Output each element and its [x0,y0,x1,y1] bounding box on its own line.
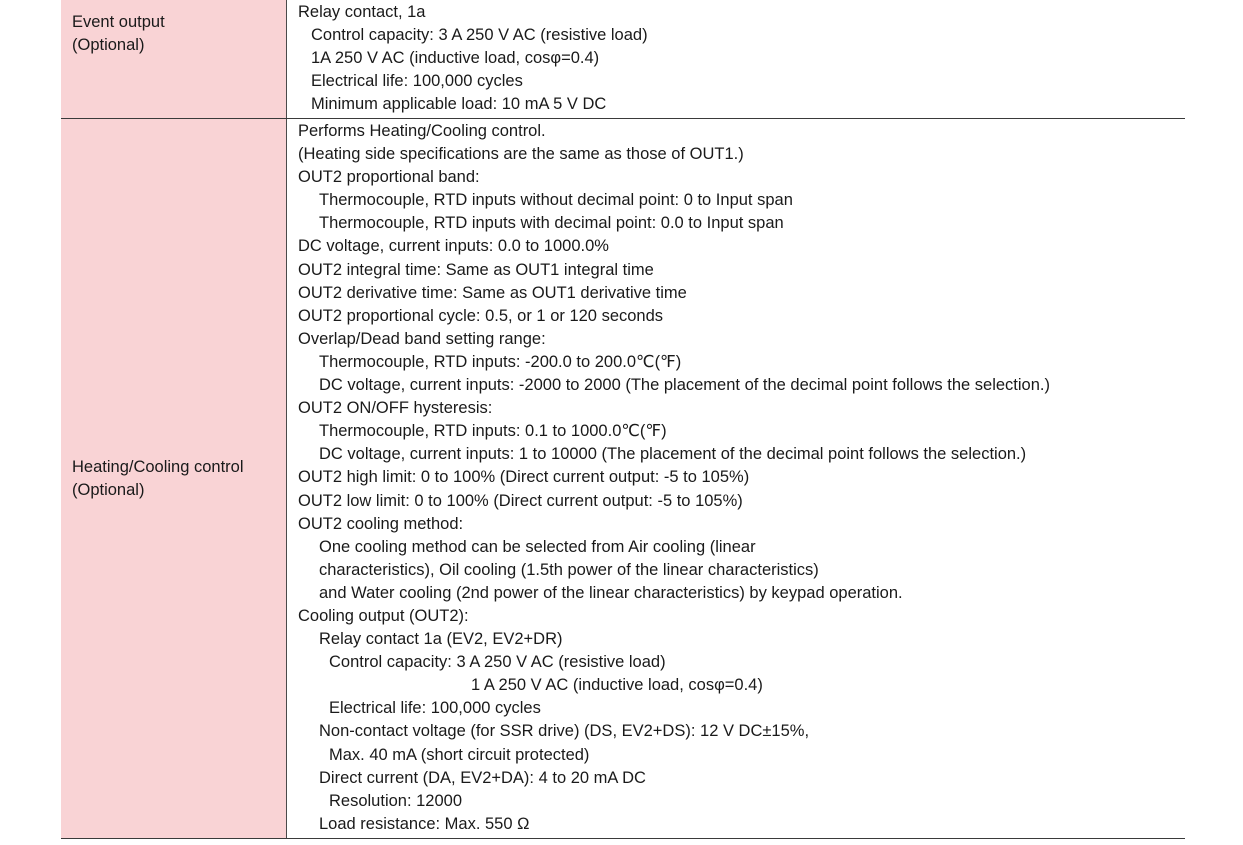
spec-text-line: characteristics), Oil cooling (1.5th power of the linear characteristics) [319,560,819,579]
spec-label-line: Heating/Cooling control [72,457,244,476]
spec-text-line: Max. 40 mA (short circuit protected) [329,745,590,764]
spec-content-cell [287,119,1185,838]
spec-text-line: OUT2 cooling method: [298,514,464,533]
spec-text-line: Control capacity: 3 A 250 V AC (resistive load) [329,653,666,672]
spec-text-line: Control capacity: 3 A 250 V AC (resistive load) [311,26,648,45]
spec-text-line: Load resistance: Max. 550 Ω [319,814,530,833]
spec-table [61,0,1185,839]
spec-text-line: OUT2 ON/OFF hysteresis: [298,399,493,418]
spec-text-line: Cooling output (OUT2): [298,606,469,625]
spec-row-event-output [61,0,1185,119]
spec-text-line: OUT2 proportional cycle: 0.5, or 1 or 120 seconds [298,306,664,325]
spec-text-line: (Heating side specifications are the same as those of OUT1.) [298,145,744,164]
spec-text-line: OUT2 integral time: Same as OUT1 integral time [298,260,654,279]
spec-text-line: Electrical life: 100,000 cycles [329,699,541,718]
spec-text-line: OUT2 proportional band: [298,168,480,187]
spec-text-line: DC voltage, current inputs: 1 to 10000 (The placement of the decimal point follows the selection.) [319,445,1027,464]
spec-text-line: Electrical life: 100,000 cycles [311,72,523,91]
spec-text-line: Thermocouple, RTD inputs: 0.1 to 1000.0℃(℉) [319,422,667,441]
spec-text-line: OUT2 derivative time: Same as OUT1 derivative time [298,283,687,302]
spec-row-heating-cooling-control [61,119,1185,839]
spec-text-line: Thermocouple, RTD inputs: -200.0 to 200.0℃(℉) [319,352,682,371]
spec-label-line: (Optional) [72,480,145,499]
spec-content-cell [287,0,1185,118]
spec-text-line: Relay contact 1a (EV2, EV2+DR) [319,630,563,649]
spec-text-line: 1A 250 V AC (inductive load, cosφ=0.4) [311,49,600,68]
spec-text-line: Minimum applicable load: 10 mA 5 V DC [311,95,607,114]
spec-text-line: One cooling method can be selected from Air cooling (linear [319,537,756,556]
spec-text-line: Thermocouple, RTD inputs with decimal point: 0.0 to Input span [319,214,784,233]
spec-text-line: Overlap/Dead band setting range: [298,329,546,348]
spec-text-line: Resolution: 12000 [329,791,463,810]
spec-label-line: (Optional) [72,36,145,54]
spec-text-line: Direct current (DA, EV2+DA): 4 to 20 mA DC [319,768,646,787]
spec-text-line: Performs Heating/Cooling control. [298,122,546,140]
spec-text-line: and Water cooling (2nd power of the linear characteristics) by keypad operation. [319,583,903,602]
spec-text-line: 1 A 250 V AC (inductive load, cosφ=0.4) [471,676,763,695]
spec-label-cell [61,0,287,118]
spec-label-line: Event output [72,13,165,31]
spec-text-line: DC voltage, current inputs: 0.0 to 1000.0% [298,237,609,256]
spec-text-line: OUT2 low limit: 0 to 100% (Direct current output: -5 to 105%) [298,491,743,510]
spec-text-line: OUT2 high limit: 0 to 100% (Direct current output: -5 to 105%) [298,468,750,487]
spec-text-line: Relay contact, 1a [298,3,426,21]
spec-text-line: Non-contact voltage (for SSR drive) (DS, EV2+DS): 12 V DC±15%, [319,722,810,741]
spec-text-line: Thermocouple, RTD inputs without decimal point: 0 to Input span [319,191,793,210]
spec-text-line: DC voltage, current inputs: -2000 to 2000 (The placement of the decimal point follows the selection.) [319,376,1050,395]
spec-label-cell [61,119,287,838]
